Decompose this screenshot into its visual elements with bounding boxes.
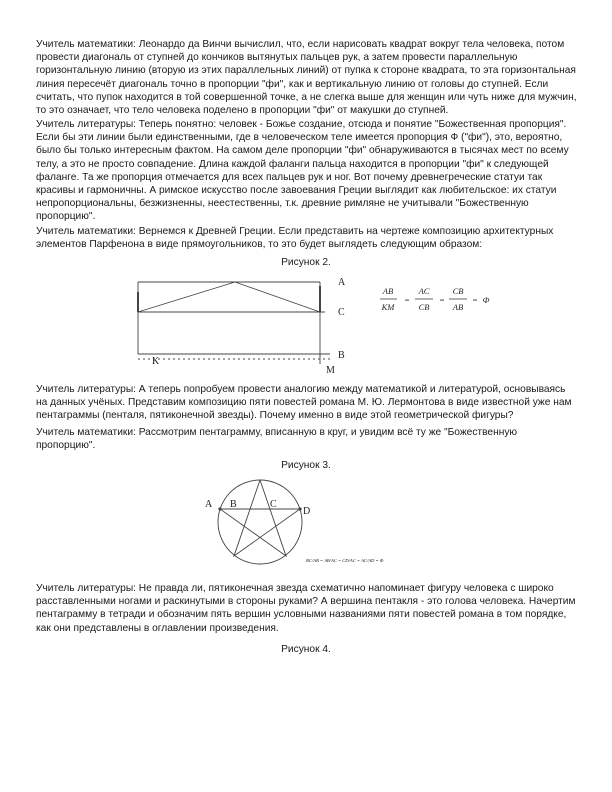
- formula-denominator-cb: CB: [418, 302, 430, 312]
- paragraph-lit-teacher-2: Учитель литературы: А теперь попробуем провести аналогию между математикой и литературой, основываясь на данных учёных. Представим композицию пяти повестей романа М. Ю. Лермонтова в виде известной уже нам пентаграммы (пенталя, пятиконечной звезды). Почему именно в виде этой геометрической фигуры?: [36, 384, 572, 422]
- label-c: C: [270, 499, 277, 510]
- label-b: B: [230, 499, 237, 510]
- figure-2-rectangles-diagram: [130, 272, 360, 380]
- paragraph-math-teacher-2: Учитель математики: Вернемся к Древней Греции. Если представить на чертеже композицию архитектурных элементов Парфенона в виде прямоугольников, то это будет выглядеть следующим образом:: [36, 226, 554, 251]
- formula-equals-2: =: [439, 295, 445, 305]
- formula-phi: Ф: [482, 295, 490, 305]
- figure-2-phi-formula: [378, 283, 508, 317]
- label-c: C: [338, 307, 345, 318]
- figure-3-phi-formula: [306, 551, 402, 569]
- paragraph-math-teacher-3: Учитель математики: Рассмотрим пентаграмму, вписанную в круг, и увидим всё ту же "Божественную пропорцию".: [36, 427, 518, 452]
- paragraph-math-teacher-1: Учитель математики: Леонардо да Винчи вычислил, что, если нарисовать квадрат вокруг тела человека, потом провести диагональ от ступней до кончиков вытянутых пальцев рук, а затем провести параллельную горизонтальную линию (вторую из этих параллельных линий) от пупка к стороне квадрата, то эта горизонтальная линия пересечёт диагональ точно в пропорции "фи", как и вертикальную линию от головы до ступней. Если считать, что пупок находится в той совершенной точке, а не слегка выше для женщин или чуть ниже для мужчин, то это означает, что тело человека поделено в пропорции "фи" от макушки до ступней.: [36, 39, 577, 117]
- label-b: B: [338, 350, 345, 361]
- formula-numerator-ac: AC: [418, 286, 430, 296]
- figure-4-caption: Рисунок 4.: [281, 644, 331, 655]
- formula-equals-1: =: [404, 295, 410, 305]
- paragraph-lit-teacher-3: Учитель литературы: Не правда ли, пятиконечная звезда схематично напоминает фигуру человека с широко расставленными ногами и раскинутыми в стороны руками? А вершина пентакля - это голова человека. Начертим пентаграмму в тетради и обозначим пять вершин условными названиями пяти повестей романа в том порядке, как они представлены в оглавлении произведения.: [36, 583, 576, 634]
- formula-text: BC/AB = AB/AC = CD/AC = AC/AD = Ф: [306, 558, 384, 563]
- label-k: K: [152, 356, 160, 367]
- figure-3-caption: Рисунок 3.: [281, 460, 331, 471]
- formula-denominator-km: KM: [381, 302, 395, 312]
- figure-3-pentagram-diagram: [200, 474, 312, 570]
- label-d: D: [303, 506, 311, 517]
- label-a: A: [205, 499, 213, 510]
- formula-numerator-ab: AB: [382, 286, 394, 296]
- formula-equals-3: =: [472, 295, 478, 305]
- formula-denominator-ab: AB: [452, 302, 464, 312]
- paragraph-lit-teacher-1: Учитель литературы: Теперь понятно: человек - Божье создание, отсюда и понятие "Божественная пропорция". Если бы эти линии были единственными, где в человеческом теле имеется пропорция Ф ("фи"), это, вероятно, было бы только интересным фактом. На самом деле пропорции "фи" обнаруживаются в тысячах мест по всему телу, а это не просто совпадение. Длина каждой фаланги пальца находится в пропорции "фи" к следующей фаланге. Та же пропорция отмечается для всех пальцев рук и ног. Вот почему древнегреческие статуи так красивы и гармоничны. А римское искусство после завоевания Греции выглядит как любительское: их статуи непропорциональны, безжизненны, неестественны, т.к. древние римляне не учитывали "Божественную пропорцию".: [36, 119, 569, 223]
- label-a: A: [338, 277, 346, 288]
- formula-numerator-cb: CB: [452, 286, 464, 296]
- figure-2-caption: Рисунок 2.: [281, 257, 331, 268]
- label-m: M: [326, 365, 335, 376]
